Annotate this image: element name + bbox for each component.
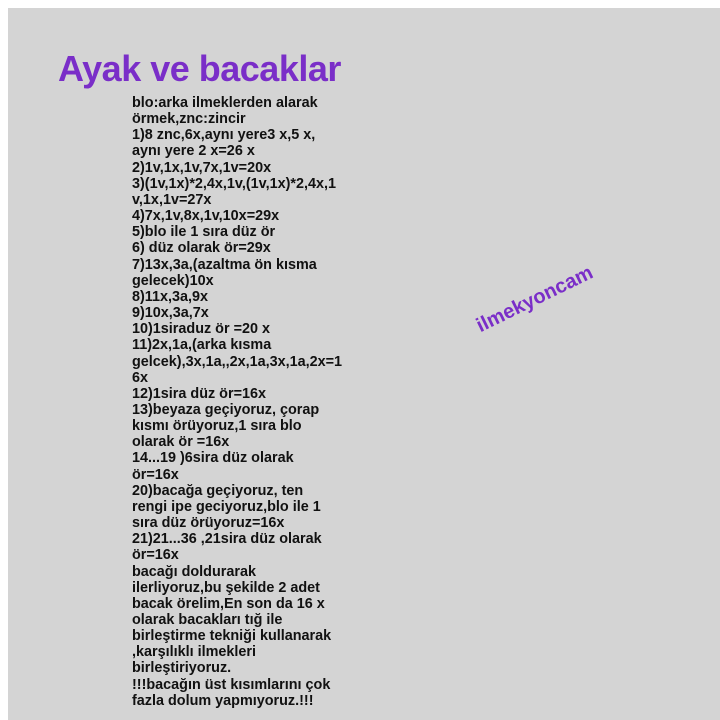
instruction-line: birleştirme tekniği kullanarak: [132, 628, 332, 645]
instruction-line: 20)bacağa geçiyoruz, ten: [132, 482, 304, 499]
instruction-line: 4)7x,1v,8x,1v,10x=29x: [132, 208, 280, 225]
instruction-line: 5)blo ile 1 sıra düz ör: [132, 224, 276, 241]
instruction-line: 12)1sira düz ör=16x: [132, 385, 266, 402]
watermark: ilmekyoncam: [472, 261, 597, 337]
instruction-line: ,karşılıklı ilmekleri: [132, 644, 256, 661]
instruction-line: !!!bacağın üst kısımlarını çok: [132, 676, 331, 693]
instruction-line: 9)10x,3a,7x: [132, 305, 209, 322]
instruction-line: 8)11x,3a,9x: [132, 288, 209, 305]
instruction-line: 11)2x,1a,(arka kısma: [132, 337, 272, 354]
instruction-line: 6) düz olarak ör=29x: [132, 240, 271, 257]
instruction-line: kısmı örüyoruz,1 sıra blo: [132, 418, 302, 435]
instruction-line: rengi ipe geciyoruz,blo ile 1: [132, 498, 321, 515]
instruction-line: ilerliyoruz,bu şekilde 2 adet: [132, 579, 320, 596]
instruction-line: ör=16x: [132, 547, 179, 564]
instruction-line: fazla dolum yapmıyoruz.!!!: [132, 692, 314, 709]
instruction-line: olarak ör =16x: [132, 434, 230, 451]
instruction-line: blo:arka ilmeklerden alarak: [132, 95, 318, 111]
instruction-line: bacağı doldurarak: [132, 563, 256, 580]
instruction-line: 6x: [132, 369, 149, 386]
page-title: Ayak ve bacaklar: [58, 48, 341, 89]
instruction-line: gelecek)10x: [132, 272, 214, 289]
pattern-instructions: [132, 95, 462, 709]
instruction-line: aynı yere 2 x=26 x: [132, 143, 255, 160]
instruction-line: 14...19 )6sira düz olarak: [132, 450, 294, 467]
instruction-line: v,1x,1v=27x: [132, 191, 212, 208]
instruction-line: olarak bacakları tığ ile: [132, 612, 283, 628]
instruction-line: 1)8 znc,6x,aynı yere3 x,5 x,: [132, 127, 316, 144]
instruction-line: gelcek),3x,1a,,2x,1a,3x,1a,2x=1: [132, 353, 343, 370]
instruction-line: sıra düz örüyoruz=16x: [132, 515, 285, 532]
instruction-line: 3)(1v,1x)*2,4x,1v,(1v,1x)*2,4x,1: [132, 175, 337, 192]
pattern-card: [8, 8, 720, 720]
instruction-line: 10)1siraduz ör =20 x: [132, 321, 270, 338]
instruction-line: örmek,znc:zincir: [132, 111, 246, 128]
instruction-line: 21)21...36 ,21sira düz olarak: [132, 531, 322, 548]
instruction-line: 7)13x,3a,(azaltma ön kısma: [132, 256, 317, 273]
instruction-line: bacak örelim,En son da 16 x: [132, 595, 325, 612]
instruction-line: 13)beyaza geçiyoruz, çorap: [132, 401, 320, 418]
instruction-line: ör=16x: [132, 466, 179, 483]
instruction-line: 2)1v,1x,1v,7x,1v=20x: [132, 159, 272, 176]
instruction-line: birleştiriyoruz.: [132, 660, 232, 677]
